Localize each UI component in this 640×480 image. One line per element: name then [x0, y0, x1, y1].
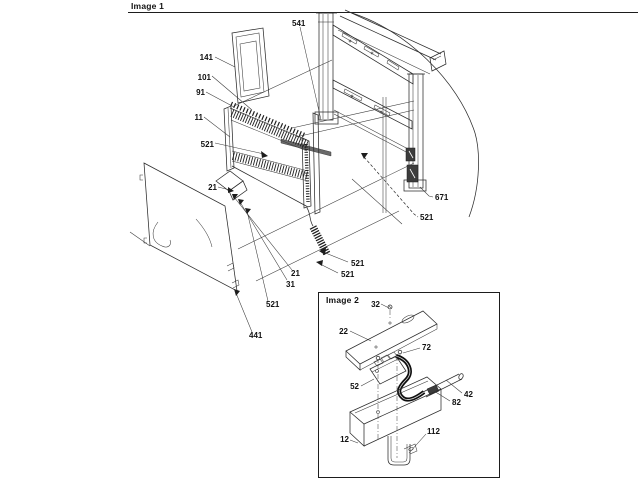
- callout-21-lower: 21: [291, 269, 300, 278]
- callout-521-lower: 521: [266, 300, 280, 309]
- callout-21-bracket: 21: [208, 183, 217, 192]
- callout-112: 112: [427, 427, 440, 436]
- callout-101: 101: [197, 73, 211, 82]
- image1-leaders: [204, 27, 433, 332]
- callout-72: 72: [422, 343, 431, 352]
- image1-drawing: [128, 1, 638, 340]
- image2-title: Image 2: [326, 295, 360, 305]
- callout-521-right: 521: [420, 213, 434, 222]
- callout-11: 11: [194, 113, 203, 122]
- callout-541: 541: [292, 19, 306, 28]
- callout-82: 82: [452, 398, 461, 407]
- left-access-panel: [130, 163, 239, 291]
- callout-32: 32: [371, 300, 380, 309]
- evaporator: [224, 104, 327, 254]
- callout-521-fins: 521: [200, 140, 214, 149]
- image2-inset: [319, 293, 500, 478]
- callout-671: 671: [435, 193, 449, 202]
- evaporator-cover-panel: [232, 28, 269, 103]
- cabinet-frame: [234, 10, 479, 281]
- cabinet-curve: [352, 13, 479, 217]
- callout-52: 52: [350, 382, 359, 391]
- callout-91: 91: [196, 88, 205, 97]
- callout-42: 42: [464, 390, 473, 399]
- callout-521-coil-a: 521: [351, 259, 365, 268]
- bracket-21: [153, 171, 247, 247]
- callout-141: 141: [199, 53, 213, 62]
- callout-22: 22: [339, 327, 348, 336]
- callout-31: 31: [286, 280, 295, 289]
- callout-12: 12: [340, 435, 349, 444]
- callout-441: 441: [249, 331, 263, 340]
- callout-521-coil-b: 521: [341, 270, 355, 279]
- image1-title: Image 1: [131, 1, 165, 11]
- clip-671-upper: [406, 148, 415, 161]
